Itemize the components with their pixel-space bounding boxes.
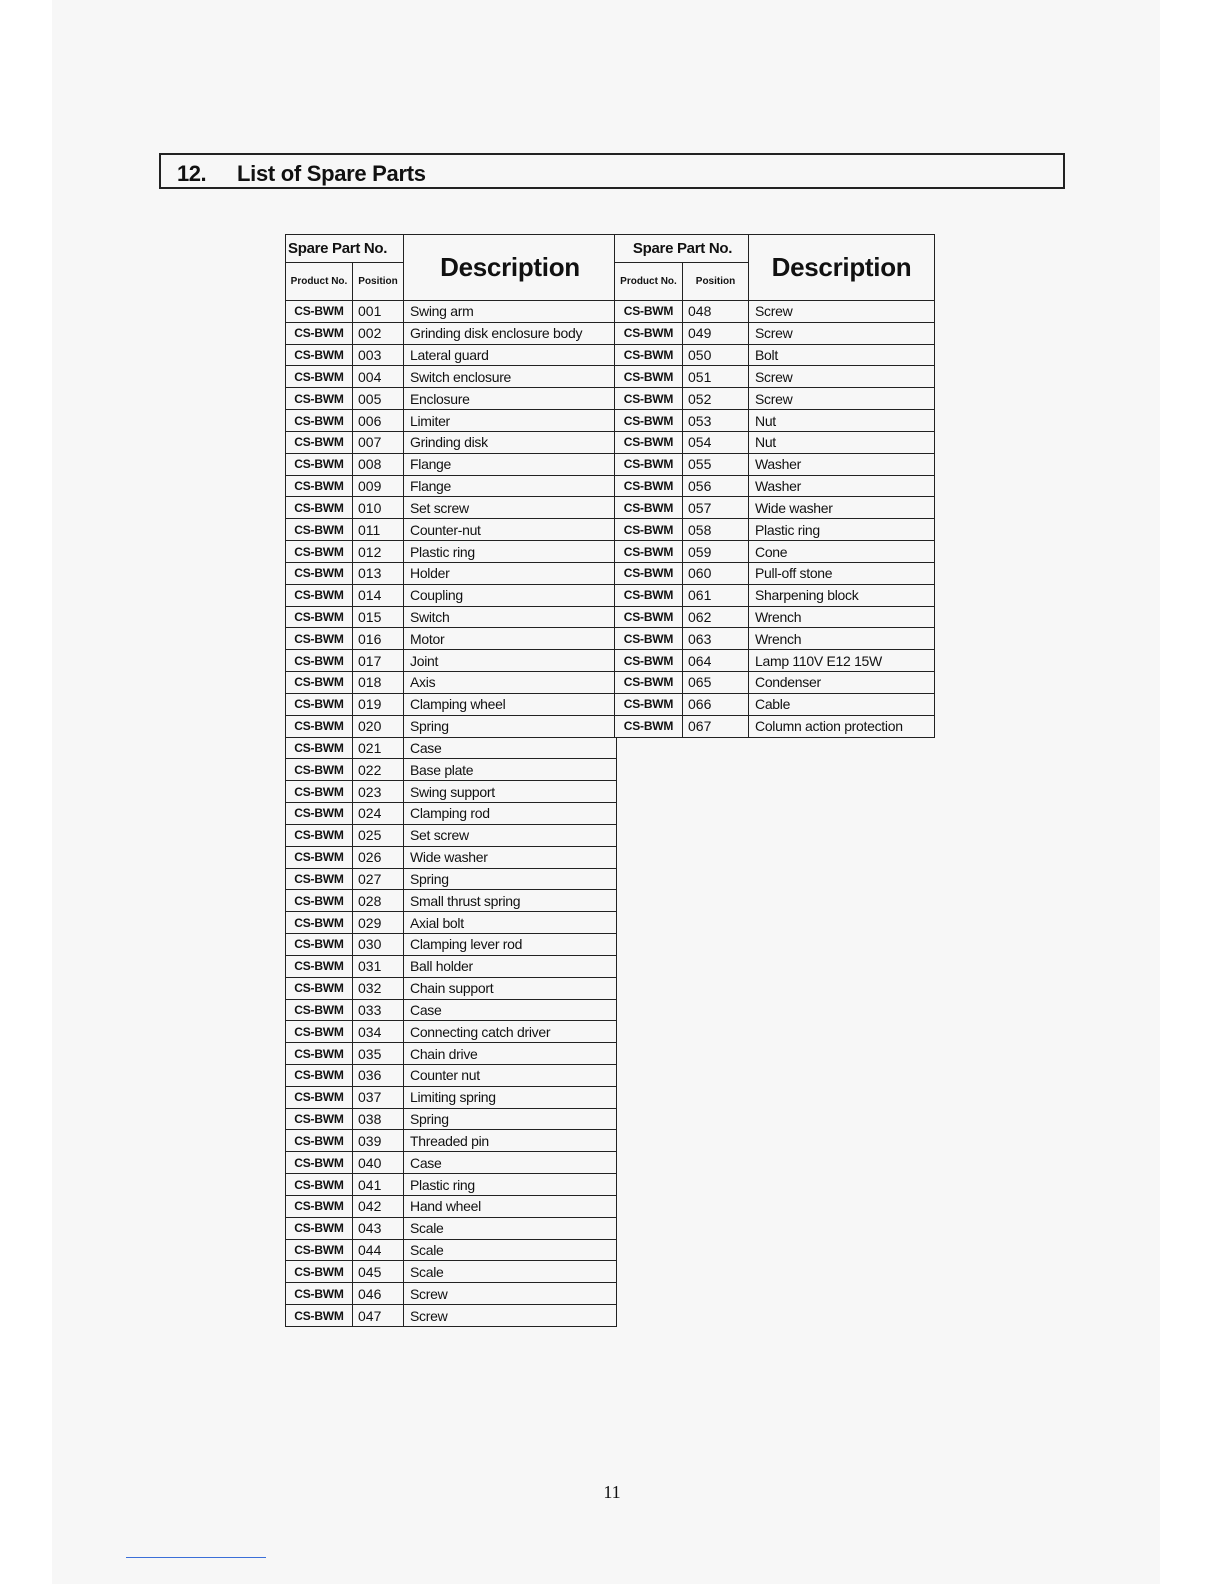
description-cell: Plastic ring — [404, 1174, 617, 1196]
parts-rows-right — [615, 301, 935, 738]
table-row — [286, 322, 617, 344]
position-cell: 063 — [683, 628, 749, 650]
table-row — [615, 650, 935, 672]
table-row — [286, 868, 617, 890]
table-row — [615, 584, 935, 606]
product-no-cell: CS-BWM — [286, 1021, 353, 1043]
table-row — [286, 541, 617, 563]
description-cell: Clamping wheel — [404, 693, 617, 715]
table-row — [286, 737, 617, 759]
product-no-cell: CS-BWM — [286, 912, 353, 934]
table-row — [286, 693, 617, 715]
position-cell: 015 — [353, 606, 404, 628]
position-cell: 053 — [683, 410, 749, 432]
section-number: 12. — [177, 161, 207, 186]
table-row — [286, 606, 617, 628]
position-cell: 059 — [683, 541, 749, 563]
position-cell: 017 — [353, 650, 404, 672]
table-row — [286, 301, 617, 323]
table-row — [615, 301, 935, 323]
position-cell: 043 — [353, 1217, 404, 1239]
description-cell: Screw — [749, 301, 935, 323]
table-row — [615, 388, 935, 410]
product-no-cell: CS-BWM — [286, 803, 353, 825]
table-row — [286, 1043, 617, 1065]
table-row — [286, 388, 617, 410]
header-position: Position — [353, 263, 404, 301]
table-row — [615, 497, 935, 519]
product-no-cell: CS-BWM — [286, 1305, 353, 1327]
product-no-cell: CS-BWM — [286, 410, 353, 432]
position-cell: 047 — [353, 1305, 404, 1327]
description-cell: Small thrust spring — [404, 890, 617, 912]
table-row — [286, 650, 617, 672]
table-row — [286, 1283, 617, 1305]
description-cell: Lamp 110V E12 15W — [749, 650, 935, 672]
product-no-cell: CS-BWM — [286, 322, 353, 344]
table-row — [286, 1195, 617, 1217]
product-no-cell: CS-BWM — [286, 497, 353, 519]
table-row — [286, 934, 617, 956]
description-cell: Swing support — [404, 781, 617, 803]
position-cell: 066 — [683, 693, 749, 715]
description-cell: Limiting spring — [404, 1086, 617, 1108]
position-cell: 019 — [353, 693, 404, 715]
product-no-cell: CS-BWM — [286, 868, 353, 890]
table-row — [286, 890, 617, 912]
section-heading — [159, 153, 1065, 189]
product-no-cell: CS-BWM — [286, 301, 353, 323]
description-cell: Flange — [404, 453, 617, 475]
table-row — [615, 606, 935, 628]
description-cell: Set screw — [404, 824, 617, 846]
description-cell: Pull-off stone — [749, 562, 935, 584]
position-cell: 012 — [353, 541, 404, 563]
table-row — [286, 1130, 617, 1152]
table-row — [286, 803, 617, 825]
product-no-cell: CS-BWM — [286, 1130, 353, 1152]
description-cell: Screw — [404, 1283, 617, 1305]
table-row — [286, 1305, 617, 1327]
description-cell: Washer — [749, 453, 935, 475]
product-no-cell: CS-BWM — [286, 737, 353, 759]
position-cell: 030 — [353, 934, 404, 956]
table-row — [286, 519, 617, 541]
description-cell: Joint — [404, 650, 617, 672]
product-no-cell: CS-BWM — [615, 322, 683, 344]
description-cell: Case — [404, 1152, 617, 1174]
description-cell: Spring — [404, 868, 617, 890]
product-no-cell: CS-BWM — [286, 431, 353, 453]
position-cell: 036 — [353, 1064, 404, 1086]
position-cell: 050 — [683, 344, 749, 366]
description-cell: Cone — [749, 541, 935, 563]
position-cell: 008 — [353, 453, 404, 475]
description-cell: Bolt — [749, 344, 935, 366]
product-no-cell: CS-BWM — [615, 606, 683, 628]
position-cell: 016 — [353, 628, 404, 650]
product-no-cell: CS-BWM — [286, 1043, 353, 1065]
table-row — [286, 846, 617, 868]
description-cell: Limiter — [404, 410, 617, 432]
position-cell: 067 — [683, 715, 749, 737]
description-cell: Lateral guard — [404, 344, 617, 366]
product-no-cell: CS-BWM — [286, 1261, 353, 1283]
position-cell: 052 — [683, 388, 749, 410]
product-no-cell: CS-BWM — [286, 541, 353, 563]
description-cell: Threaded pin — [404, 1130, 617, 1152]
description-cell: Enclosure — [404, 388, 617, 410]
position-cell: 051 — [683, 366, 749, 388]
description-cell: Coupling — [404, 584, 617, 606]
table-row — [286, 977, 617, 999]
description-cell: Grinding disk enclosure body — [404, 322, 617, 344]
description-cell: Chain drive — [404, 1043, 617, 1065]
position-cell: 058 — [683, 519, 749, 541]
product-no-cell: CS-BWM — [615, 715, 683, 737]
description-cell: Axis — [404, 672, 617, 694]
position-cell: 064 — [683, 650, 749, 672]
table-row — [286, 824, 617, 846]
product-no-cell: CS-BWM — [286, 606, 353, 628]
description-cell: Condenser — [749, 672, 935, 694]
position-cell: 060 — [683, 562, 749, 584]
product-no-cell: CS-BWM — [286, 672, 353, 694]
description-cell: Wrench — [749, 628, 935, 650]
product-no-cell: CS-BWM — [286, 824, 353, 846]
product-no-cell: CS-BWM — [286, 955, 353, 977]
product-no-cell: CS-BWM — [286, 650, 353, 672]
position-cell: 013 — [353, 562, 404, 584]
product-no-cell: CS-BWM — [286, 1152, 353, 1174]
description-cell: Plastic ring — [404, 541, 617, 563]
table-row — [286, 431, 617, 453]
position-cell: 024 — [353, 803, 404, 825]
description-cell: Scale — [404, 1261, 617, 1283]
position-cell: 038 — [353, 1108, 404, 1130]
table-row — [286, 1217, 617, 1239]
table-row — [615, 410, 935, 432]
position-cell: 014 — [353, 584, 404, 606]
table-row — [286, 715, 617, 737]
header-position: Position — [683, 263, 749, 301]
header-product-no: Product No. — [286, 263, 353, 301]
position-cell: 035 — [353, 1043, 404, 1065]
description-cell: Ball holder — [404, 955, 617, 977]
table-row — [615, 628, 935, 650]
position-cell: 010 — [353, 497, 404, 519]
position-cell: 004 — [353, 366, 404, 388]
table-row — [286, 1174, 617, 1196]
table-row — [286, 1239, 617, 1261]
product-no-cell: CS-BWM — [615, 388, 683, 410]
spare-parts-table-left — [285, 234, 617, 1327]
position-cell: 054 — [683, 431, 749, 453]
position-cell: 018 — [353, 672, 404, 694]
description-cell: Flange — [404, 475, 617, 497]
product-no-cell: CS-BWM — [286, 562, 353, 584]
description-cell: Nut — [749, 431, 935, 453]
description-cell: Screw — [749, 366, 935, 388]
product-no-cell: CS-BWM — [615, 650, 683, 672]
description-cell: Plastic ring — [749, 519, 935, 541]
position-cell: 029 — [353, 912, 404, 934]
description-cell: Screw — [404, 1305, 617, 1327]
product-no-cell: CS-BWM — [286, 366, 353, 388]
position-cell: 003 — [353, 344, 404, 366]
position-cell: 062 — [683, 606, 749, 628]
position-cell: 028 — [353, 890, 404, 912]
product-no-cell: CS-BWM — [286, 1108, 353, 1130]
table-row — [615, 366, 935, 388]
product-no-cell: CS-BWM — [286, 519, 353, 541]
description-cell: Wide washer — [749, 497, 935, 519]
product-no-cell: CS-BWM — [615, 475, 683, 497]
position-cell: 057 — [683, 497, 749, 519]
product-no-cell: CS-BWM — [615, 693, 683, 715]
description-cell: Washer — [749, 475, 935, 497]
table-row — [286, 628, 617, 650]
product-no-cell: CS-BWM — [286, 453, 353, 475]
description-cell: Switch — [404, 606, 617, 628]
table-row — [286, 344, 617, 366]
description-cell: Wide washer — [404, 846, 617, 868]
description-cell: Clamping lever rod — [404, 934, 617, 956]
product-no-cell: CS-BWM — [286, 1283, 353, 1305]
position-cell: 037 — [353, 1086, 404, 1108]
position-cell: 027 — [353, 868, 404, 890]
table-row — [286, 759, 617, 781]
product-no-cell: CS-BWM — [615, 453, 683, 475]
product-no-cell: CS-BWM — [286, 977, 353, 999]
table-row — [286, 1152, 617, 1174]
product-no-cell: CS-BWM — [286, 715, 353, 737]
product-no-cell: CS-BWM — [286, 1217, 353, 1239]
table-row — [286, 781, 617, 803]
description-cell: Holder — [404, 562, 617, 584]
position-cell: 042 — [353, 1195, 404, 1217]
product-no-cell: CS-BWM — [286, 475, 353, 497]
position-cell: 011 — [353, 519, 404, 541]
description-cell: Axial bolt — [404, 912, 617, 934]
position-cell: 048 — [683, 301, 749, 323]
table-row — [615, 344, 935, 366]
parts-rows-left — [286, 301, 617, 1327]
product-no-cell: CS-BWM — [286, 759, 353, 781]
product-no-cell: CS-BWM — [615, 519, 683, 541]
table-row — [286, 366, 617, 388]
description-cell: Nut — [749, 410, 935, 432]
position-cell: 049 — [683, 322, 749, 344]
page-number: 11 — [603, 1482, 621, 1502]
footer-link-underline[interactable] — [126, 1557, 266, 1558]
position-cell: 040 — [353, 1152, 404, 1174]
product-no-cell: CS-BWM — [615, 366, 683, 388]
product-no-cell: CS-BWM — [286, 628, 353, 650]
product-no-cell: CS-BWM — [615, 497, 683, 519]
product-no-cell: CS-BWM — [286, 388, 353, 410]
position-cell: 025 — [353, 824, 404, 846]
description-cell: Connecting catch driver — [404, 1021, 617, 1043]
product-no-cell: CS-BWM — [286, 934, 353, 956]
header-description: Description — [749, 235, 935, 301]
position-cell: 039 — [353, 1130, 404, 1152]
product-no-cell: CS-BWM — [286, 781, 353, 803]
description-cell: Case — [404, 737, 617, 759]
table-row — [615, 715, 935, 737]
table-row — [286, 999, 617, 1021]
table-row — [286, 475, 617, 497]
product-no-cell: CS-BWM — [615, 541, 683, 563]
table-row — [615, 693, 935, 715]
position-cell: 065 — [683, 672, 749, 694]
position-cell: 005 — [353, 388, 404, 410]
product-no-cell: CS-BWM — [615, 301, 683, 323]
description-cell: Motor — [404, 628, 617, 650]
spare-parts-table-right — [614, 234, 935, 738]
table-row — [286, 453, 617, 475]
description-cell: Counter-nut — [404, 519, 617, 541]
table-row — [286, 562, 617, 584]
header-spare-part-no: Spare Part No. — [615, 235, 749, 263]
description-cell: Screw — [749, 388, 935, 410]
table-row — [286, 410, 617, 432]
table-row — [286, 497, 617, 519]
table-row — [286, 1086, 617, 1108]
description-cell: Cable — [749, 693, 935, 715]
position-cell: 033 — [353, 999, 404, 1021]
position-cell: 022 — [353, 759, 404, 781]
table-row — [286, 672, 617, 694]
description-cell: Base plate — [404, 759, 617, 781]
position-cell: 020 — [353, 715, 404, 737]
table-row — [615, 453, 935, 475]
position-cell: 031 — [353, 955, 404, 977]
product-no-cell: CS-BWM — [615, 672, 683, 694]
product-no-cell: CS-BWM — [286, 999, 353, 1021]
position-cell: 001 — [353, 301, 404, 323]
table-row — [286, 955, 617, 977]
table-row — [286, 1261, 617, 1283]
table-row — [615, 475, 935, 497]
position-cell: 046 — [353, 1283, 404, 1305]
product-no-cell: CS-BWM — [286, 344, 353, 366]
position-cell: 034 — [353, 1021, 404, 1043]
position-cell: 055 — [683, 453, 749, 475]
position-cell: 032 — [353, 977, 404, 999]
header-product-no: Product No. — [615, 263, 683, 301]
table-row — [286, 912, 617, 934]
product-no-cell: CS-BWM — [286, 1086, 353, 1108]
position-cell: 041 — [353, 1174, 404, 1196]
product-no-cell: CS-BWM — [286, 846, 353, 868]
product-no-cell: CS-BWM — [615, 431, 683, 453]
description-cell: Scale — [404, 1217, 617, 1239]
table-row — [615, 541, 935, 563]
description-cell: Switch enclosure — [404, 366, 617, 388]
description-cell: Chain support — [404, 977, 617, 999]
product-no-cell: CS-BWM — [615, 410, 683, 432]
description-cell: Spring — [404, 715, 617, 737]
product-no-cell: CS-BWM — [286, 584, 353, 606]
table-row — [286, 1021, 617, 1043]
position-cell: 007 — [353, 431, 404, 453]
description-cell: Counter nut — [404, 1064, 617, 1086]
table-row — [286, 1064, 617, 1086]
description-cell: Grinding disk — [404, 431, 617, 453]
position-cell: 009 — [353, 475, 404, 497]
product-no-cell: CS-BWM — [615, 344, 683, 366]
description-cell: Column action protection — [749, 715, 935, 737]
product-no-cell: CS-BWM — [286, 1239, 353, 1261]
position-cell: 044 — [353, 1239, 404, 1261]
product-no-cell: CS-BWM — [286, 1195, 353, 1217]
position-cell: 026 — [353, 846, 404, 868]
position-cell: 023 — [353, 781, 404, 803]
position-cell: 006 — [353, 410, 404, 432]
table-row — [615, 562, 935, 584]
table-row — [615, 672, 935, 694]
description-cell: Clamping rod — [404, 803, 617, 825]
description-cell: Wrench — [749, 606, 935, 628]
position-cell: 061 — [683, 584, 749, 606]
table-row — [615, 431, 935, 453]
table-row — [286, 584, 617, 606]
header-description: Description — [404, 235, 617, 301]
description-cell: Sharpening block — [749, 584, 935, 606]
table-row — [615, 322, 935, 344]
table-row — [286, 1108, 617, 1130]
description-cell: Scale — [404, 1239, 617, 1261]
position-cell: 045 — [353, 1261, 404, 1283]
product-no-cell: CS-BWM — [615, 584, 683, 606]
product-no-cell: CS-BWM — [615, 562, 683, 584]
header-spare-part-no: Spare Part No. — [286, 235, 404, 263]
description-cell: Case — [404, 999, 617, 1021]
position-cell: 021 — [353, 737, 404, 759]
product-no-cell: CS-BWM — [615, 628, 683, 650]
section-title: List of Spare Parts — [237, 161, 426, 186]
description-cell: Hand wheel — [404, 1195, 617, 1217]
table-row — [615, 519, 935, 541]
position-cell: 056 — [683, 475, 749, 497]
description-cell: Spring — [404, 1108, 617, 1130]
description-cell: Set screw — [404, 497, 617, 519]
description-cell: Screw — [749, 322, 935, 344]
product-no-cell: CS-BWM — [286, 1174, 353, 1196]
description-cell: Swing arm — [404, 301, 617, 323]
product-no-cell: CS-BWM — [286, 890, 353, 912]
product-no-cell: CS-BWM — [286, 1064, 353, 1086]
product-no-cell: CS-BWM — [286, 693, 353, 715]
position-cell: 002 — [353, 322, 404, 344]
